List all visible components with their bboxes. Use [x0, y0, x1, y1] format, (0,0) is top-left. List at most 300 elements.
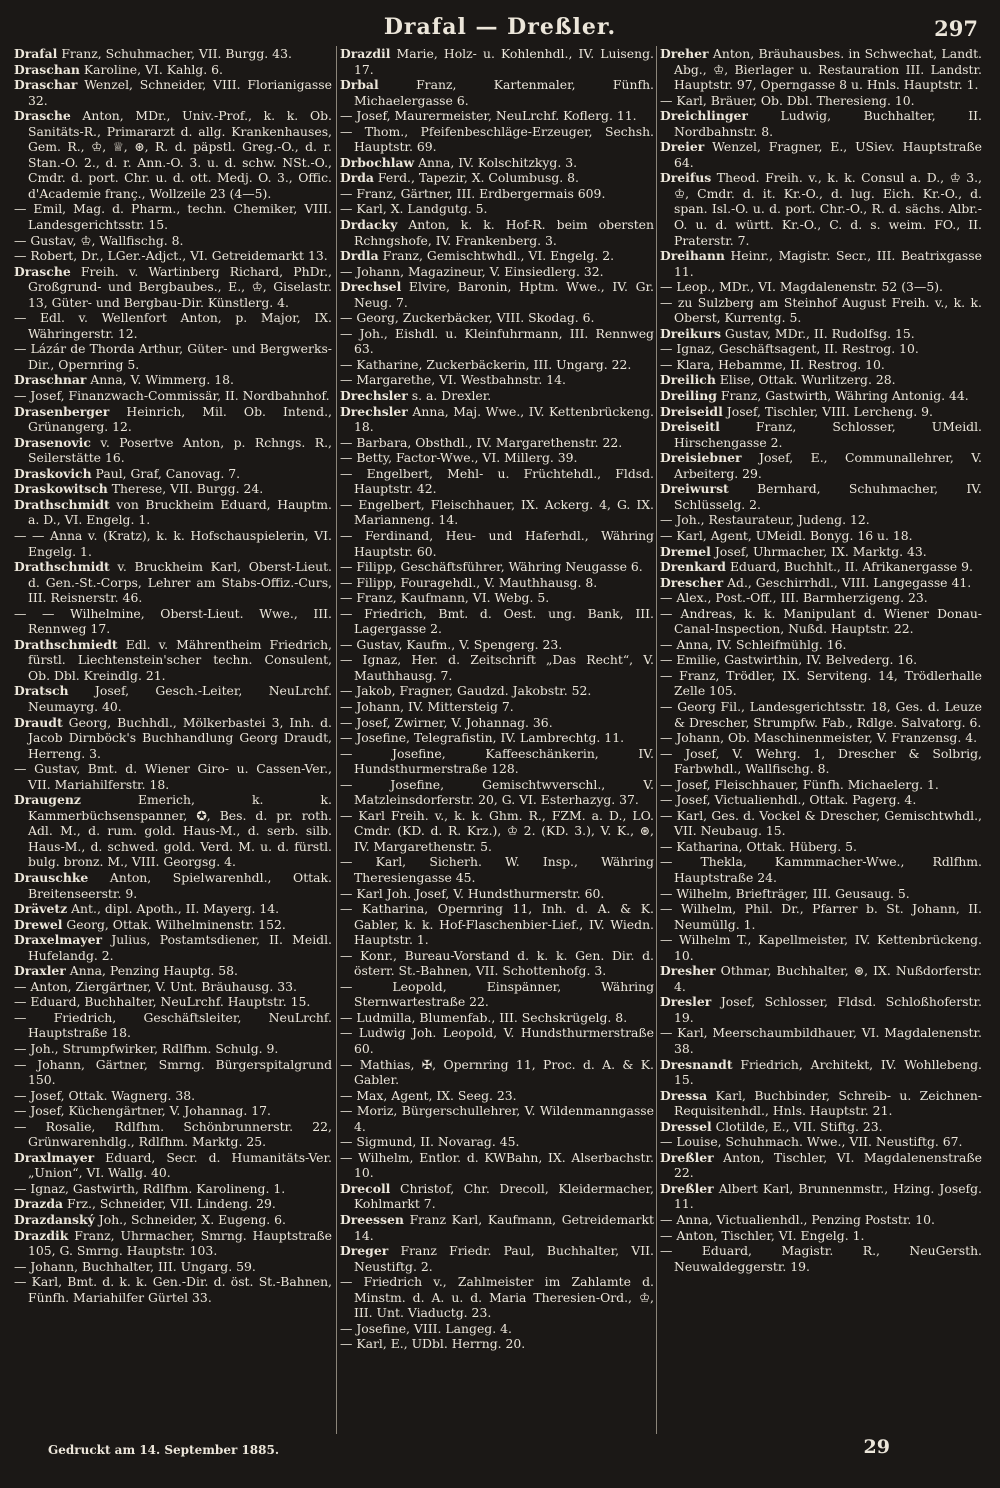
entry-details: — Robert, Dr., LGer.-Adjct., VI. Getreidemarkt 13. — [14, 248, 328, 264]
directory-entry — [14, 1103, 332, 1119]
entry-details: — Moriz, Bürgerschullehrer, V. Wildenmanngasse 4. — [340, 1103, 654, 1134]
entry-details: Clotilde, E., VII. Stiftg. 23. — [715, 1118, 883, 1134]
directory-entry — [340, 901, 654, 948]
column-left — [14, 46, 332, 1436]
entry-details: — Ludwig Joh. Leopold, V. Hundsthurmerstraße 60. — [340, 1025, 654, 1056]
directory-entry — [340, 404, 654, 435]
entry-details: — Johann, Gärtner, Smrng. Bürgerspitalgrund 150. — [14, 1056, 332, 1088]
entry-details: Franz, Schlosser, UMeidl. Hirschengasse 2. — [674, 419, 982, 450]
entry-surname: Dratsch — [14, 683, 69, 699]
directory-entry — [14, 917, 332, 933]
entry-details: — Leop., MDr., VI. Magdalenenstr. 52 (3—5). — [660, 279, 943, 295]
entry-surname: Dresher — [660, 963, 716, 979]
entry-surname: Dremel — [660, 543, 711, 559]
entry-details: — Klara, Hebamme, II. Restrog. 10. — [660, 356, 885, 372]
entry-details: Wenzel, Fragner, E., USiev. Hauptstraße 64. — [674, 139, 982, 170]
directory-entry — [660, 637, 982, 653]
entry-details: — Josef, Ottak. Wagnerg. 38. — [14, 1087, 196, 1103]
entry-details: — Friedrich v., Zahlmeister im Zahlamte d. Minstm. d. A. u. d. Maria Theresien-Ord., ♔, III. Unt. Viaductg. 23. — [340, 1274, 654, 1321]
directory-entry — [340, 357, 654, 373]
directory-entry — [340, 155, 654, 171]
entry-surname: Dreessen — [340, 1212, 404, 1228]
entry-details: — Anton, Tischler, VI. Engelg. 1. — [660, 1227, 865, 1243]
directory-entry — [660, 901, 982, 932]
directory-entry — [340, 248, 654, 264]
entry-details: — Karl Freih. v., k. k. Ghm. R., FZM. a. D., LO. Cmdr. (KD. d. R. Krz.), ♔ 2. (KD. 3.), V. K., ⊛, IV. Margarethenstr. 5. — [340, 807, 654, 854]
entry-surname: Dreisiebner — [660, 450, 742, 466]
entry-surname: Draxelmayer — [14, 932, 103, 948]
entry-surname: Drauschke — [14, 869, 89, 885]
entry-surname: Drechsler — [340, 388, 408, 404]
entry-details: Therese, VII. Burgg. 24. — [111, 481, 264, 497]
entry-details: Ant., dipl. Apoth., II. Mayerg. 14. — [71, 901, 280, 917]
directory-entry — [660, 730, 982, 746]
directory-entry — [340, 652, 654, 683]
entry-details: Anna, Maj. Wwe., IV. Kettenbrückeng. 18. — [354, 403, 654, 435]
entry-details: — Eduard, Buchhalter, NeuLrchf. Hauptstr. 15. — [14, 994, 311, 1010]
entry-surname: Dreifus — [660, 170, 712, 186]
entry-surname: Drasenberger — [14, 403, 110, 419]
directory-entry — [660, 108, 982, 139]
directory-entry — [660, 404, 982, 420]
entry-surname: Drathschmiedt — [14, 636, 118, 652]
entry-details: — Louise, Schuhmach. Wwe., VII. Neustiftg. 67. — [660, 1134, 963, 1150]
entry-surname: Drecoll — [340, 1180, 391, 1196]
directory-entry — [340, 575, 654, 591]
entry-details: — Johann, Ob. Maschinenmeister, V. Franzensg. 4. — [660, 730, 978, 746]
entry-details: — Edl. v. Wellenfort Anton, p. Major, IX. Währingerstr. 12. — [14, 310, 332, 341]
entry-details: — Karl, Meerschaumbildhauer, VI. Magdalenenstr. 38. — [660, 1025, 982, 1056]
directory-entry — [340, 948, 654, 979]
entry-details: Edl. v. Mährentheim Friedrich, fürstl. Liechtenstein'scher techn. Consulent, Ob. Dbl. Kreindlg. 21. — [28, 636, 332, 683]
directory-entry — [14, 310, 332, 341]
directory-entry — [340, 606, 654, 637]
entry-details: — Emil, Mag. d. Pharm., techn. Chemiker, VIII. Landesgerichtsstr. 15. — [14, 201, 332, 233]
directory-entry — [340, 886, 654, 902]
directory-entry — [660, 357, 982, 373]
entry-surname: Drävetz — [14, 901, 68, 917]
directory-entry — [660, 606, 982, 637]
entry-details: Ferd., Tapezir, X. Columbusg. 8. — [377, 170, 579, 186]
entry-details: Gustav, MDr., II. Rudolfsg. 15. — [724, 325, 915, 341]
entry-details: — Josef, Victualienhdl., Ottak. Pagerg. 4. — [660, 792, 917, 808]
entry-surname: Dreiseitl — [660, 419, 720, 435]
entry-details: — Gustav, Bmt. d. Wiener Giro- u. Cassen-Ver., VII. Mariahilferstr. 18. — [14, 761, 332, 792]
directory-entry — [660, 792, 982, 808]
entry-surname: Drathschmidt — [14, 559, 110, 575]
entry-details: — Engelbert, Fleischhauer, IX. Ackerg. 4, G. IX. Marianneng. 14. — [340, 496, 654, 528]
directory-entry — [660, 854, 982, 885]
directory-entry — [660, 963, 982, 994]
directory-entry — [660, 93, 982, 109]
entry-details: — Gustav, ♔, Wallfischg. 8. — [14, 232, 184, 248]
entry-details: Franz, Gemischtwhdl., VI. Engelg. 2. — [382, 248, 615, 264]
entry-surname: Drbochlaw — [340, 154, 415, 170]
entry-details: Anna, IV. Kolschitzkyg. 3. — [418, 154, 578, 170]
entry-details: — Rosalie, Rdlfhm. Schönbrunnerstr. 22, Grünwarenhdlg., Rdlfhm. Marktg. 25. — [14, 1118, 332, 1150]
entry-details: Anton, MDr., Univ.-Prof., k. k. Ob. Sanitäts-R., Primararzt d. allg. Krankenhauses, Gem. R., ♔, ♕, ⊛, R. d. päpstl. Greg.-O., d. r. Stan.-O. 2., d. r. Ann.-O. 3. u. d. schw. NSt.-O., Cmdr. d. port. Chr. u. d. ott. Medj. O. 3., Offic. d'Academie franç., Wollzeile 23 (4—5). — [28, 108, 332, 201]
directory-entry — [340, 201, 654, 217]
directory-entry — [14, 792, 332, 870]
entry-surname: Dreßler — [660, 1149, 714, 1165]
entry-details: — Katharine, Zuckerbäckerin, III. Ungarg. 22. — [340, 356, 632, 372]
entry-details: — Josefine, Gemischtwverschl., V. Matzleinsdorferstr. 20, G. VI. Esterhazyg. 37. — [340, 776, 654, 808]
entry-details: — Ignaz, Gastwirth, Rdlfhm. Karolineng. 1. — [14, 1180, 286, 1196]
directory-entry — [660, 295, 982, 326]
directory-entry — [660, 139, 982, 170]
directory-entry — [14, 715, 332, 762]
directory-entry — [660, 1057, 982, 1088]
entry-details: Ad., Geschirrhdl., VIII. Langegasse 41. — [727, 574, 972, 590]
entry-surname: Drdacky — [340, 217, 398, 233]
entry-surname: Draxlmayer — [14, 1149, 95, 1165]
directory-entry — [660, 419, 982, 450]
entry-details: Ludwig, Buchhalter, II. Nordbahnstr. 8. — [674, 108, 982, 139]
directory-entry — [14, 932, 332, 963]
entry-details: Anton, k. k. Hof-R. beim obersten Rchngshofe, IV. Frankenberg. 3. — [354, 217, 654, 248]
entry-details: Franz, Kartenmaler, Fünfh. Michaelergasse 6. — [354, 77, 654, 108]
entry-details: — Georg, Zuckerbäcker, VIII. Skodag. 6. — [340, 310, 595, 326]
entry-surname: Dreikurs — [660, 325, 721, 341]
directory-entry — [14, 1228, 332, 1259]
directory-entry — [340, 124, 654, 155]
directory-entry — [660, 575, 982, 591]
entry-details: — Wilhelm, Entlor. d. KWBahn, IX. Alserbachstr. 10. — [340, 1149, 654, 1181]
directory-entry — [14, 1119, 332, 1150]
directory-entry — [660, 1212, 982, 1228]
entry-details: — Karl, Ges. d. Vockel & Drescher, Gemischtwhdl., VII. Neubaug. 15. — [660, 807, 982, 839]
directory-entry — [660, 1181, 982, 1212]
entry-surname: Drazda — [14, 1196, 64, 1212]
directory-entry — [14, 201, 332, 232]
directory-entry — [340, 699, 654, 715]
entry-details: — Ferdinand, Heu- und Haferhdl., Währing Hauptstr. 60. — [340, 527, 654, 559]
directory-entry — [340, 1088, 654, 1104]
entry-details: — Joh., Restaurateur, Judeng. 12. — [660, 512, 870, 528]
directory-entry — [14, 761, 332, 792]
entry-surname: Draschnar — [14, 372, 87, 388]
entry-surname: Drafal — [14, 46, 58, 61]
entry-details: Theod. Freih. v., k. k. Consul a. D., ♔ 3., ♔, Cmdr. d. it. Kr.-O., d. lug. Eich. Kr.-O., d. span. Isl.-O. u. d. port. Chr.-O., R. d. sächs. Albr.-O. u. d. württ. Kr.-O., C. d. s. weim. FO., II. Praterstr. 7. — [674, 170, 982, 248]
entry-details: s. a. Drexler. — [411, 388, 492, 404]
entry-surname: Drathschmidt — [14, 496, 110, 512]
directory-entry — [340, 1057, 654, 1088]
entry-details: — Josefine, Kaffeeschänkerin, IV. Hundsthurmerstraße 128. — [340, 745, 654, 777]
sheet-signature: 29 — [863, 1436, 890, 1458]
entry-details: — Karl, X. Landgutg. 5. — [340, 201, 488, 217]
entry-surname: Dreiwurst — [660, 481, 729, 497]
entry-surname: Draxler — [14, 963, 66, 979]
directory-entry — [340, 264, 654, 280]
entry-details: — Friedrich, Bmt. d. Oest. ung. Bank, III. Lagergasse 2. — [340, 605, 654, 637]
directory-entry — [340, 1212, 654, 1243]
entry-details: Othmar, Buchhalter, ⊛, IX. Nußdorferstr. 4. — [674, 963, 982, 994]
directory-entry — [660, 528, 982, 544]
directory-entry — [660, 372, 982, 388]
entry-details: Emerich, k. k. Kammerbüchsenspanner, ✪, Bes. d. pr. roth. Adl. M., d. rum. gold. Haus-M., d. serb. silb. Haus-M., d. schwed. gold. Verd. M. u. d. fürstl. bulg. bronz. M., VIII. Georgsg. 4. — [28, 792, 332, 870]
entry-surname: Drbal — [340, 77, 379, 93]
directory-entry — [660, 1228, 982, 1244]
directory-entry — [340, 326, 654, 357]
entry-details: — Karl, Bmt. d. k. k. Gen.-Dir. d. öst. St.-Bahnen, Fünfh. Mariahilfer Gürtel 33. — [14, 1274, 332, 1305]
entry-details: Anton, Bräuhausbes. in Schwechat, Landt. Abg., ♔, Bierlager u. Restauration III. Landstr. Hauptstr. 97, Operngasse 8 u. Hnls. Hauptstr. 1. — [674, 46, 982, 93]
entry-surname: Drdla — [340, 248, 379, 264]
directory-entry — [660, 326, 982, 342]
directory-entry — [14, 62, 332, 78]
entry-details: Friedrich, Architekt, IV. Wohllebeng. 15. — [674, 1056, 982, 1088]
entry-surname: Drazdil — [340, 46, 391, 61]
directory-entry — [660, 652, 982, 668]
entry-details: Eduard, Buchhlt., II. Afrikanergasse 9. — [729, 559, 973, 575]
directory-entry — [14, 1259, 332, 1275]
directory-entry — [340, 186, 654, 202]
entry-surname: Drenkard — [660, 559, 726, 575]
entry-details: — Karl, Bräuer, Ob. Dbl. Theresieng. 10. — [660, 92, 915, 108]
entry-details: Bernhard, Schuhmacher, IV. Schlüsselg. 2. — [674, 481, 982, 512]
directory-entry — [14, 1212, 332, 1228]
entry-details: Elise, Ottak. Wurlitzerg. 28. — [719, 372, 896, 388]
entry-surname: Dresnandt — [660, 1056, 733, 1072]
directory-entry — [340, 77, 654, 108]
entry-details: — Katharina, Ottak. Hüberg. 5. — [660, 838, 857, 854]
directory-entry — [14, 637, 332, 684]
entry-surname: Drasche — [14, 108, 71, 124]
entry-details: — Thekla, Kammmacher-Wwe., Rdlfhm. Hauptstraße 24. — [660, 854, 982, 885]
entry-details: Elvire, Baronin, Hptm. Wwe., IV. Gr. Neug. 7. — [354, 279, 654, 310]
entry-details: — Lázár de Thorda Arthur, Güter- und Bergwerks-Dir., Opernring 5. — [14, 341, 332, 372]
directory-entry — [14, 683, 332, 714]
entry-details: Wenzel, Schneider, VIII. Florianigasse 32. — [28, 77, 332, 108]
entry-details: — Wilhelm T., Kapellmeister, IV. Kettenbrückeng. 10. — [660, 932, 982, 963]
directory-entry — [660, 994, 982, 1025]
entry-details: Paul, Graf, Canovag. 7. — [95, 465, 241, 481]
entry-surname: Draskowitsch — [14, 481, 108, 497]
entry-surname: Dreihann — [660, 248, 725, 264]
entry-details: — Sigmund, II. Novarag. 45. — [340, 1134, 520, 1150]
column-middle — [340, 46, 654, 1436]
entry-surname: Dreilich — [660, 372, 716, 388]
entry-surname: Draudt — [14, 714, 63, 730]
entry-details: — Georg Fil., Landesgerichtsstr. 18, Ges. d. Leuze & Drescher, Strumpfw. Fab., Rdlge. Salvatorg. 6. — [660, 698, 982, 730]
directory-entry — [340, 1103, 654, 1134]
directory-entry — [14, 466, 332, 482]
directory-entry — [660, 590, 982, 606]
directory-entry — [340, 1010, 654, 1026]
directory-entry — [340, 279, 654, 310]
entry-details: Josef, Schlosser, Fldsd. Schloßhoferstr. 19. — [674, 994, 982, 1025]
directory-entry — [340, 559, 654, 575]
directory-entry — [660, 668, 982, 699]
entry-surname: Drda — [340, 170, 374, 186]
entry-details: Franz Karl, Kaufmann, Getreidemarkt 14. — [354, 1212, 654, 1243]
entry-details: — Franz, Trödler, IX. Serviteng. 14, Trödlerhalle Zelle 105. — [660, 667, 982, 699]
directory-entry — [660, 886, 982, 902]
entry-details: — Katharina, Opernring 11, Inh. d. A. & K. Gabler, k. k. Hof-Flaschenbier-Lief., IV. Wiedn. Hauptstr. 1. — [340, 901, 654, 948]
directory-entry — [340, 217, 654, 248]
directory-entry — [340, 1025, 654, 1056]
entry-surname: Dresler — [660, 994, 712, 1010]
entry-surname: Draugenz — [14, 792, 81, 808]
entry-surname: Dreiling — [660, 388, 717, 404]
page-number: 297 — [934, 16, 978, 41]
entry-details: — — Anna v. (Kratz), k. k. Hofschauspielerin, VI. Engelg. 1. — [14, 527, 332, 559]
entry-details: — Karl, E., UDbl. Herrng. 20. — [340, 1336, 526, 1352]
entry-details: — Jakob, Fragner, Gaudzd. Jakobstr. 52. — [340, 683, 592, 699]
directory-entry — [14, 1041, 332, 1057]
entry-surname: Dreger — [340, 1243, 389, 1259]
directory-entry — [340, 170, 654, 186]
directory-entry — [340, 1243, 654, 1274]
directory-entry — [660, 388, 982, 404]
entry-details: — Joh., Strumpfwirker, Rdlfhm. Schulg. 9. — [14, 1041, 279, 1056]
directory-entry — [14, 870, 332, 901]
entry-details: — Ignaz, Geschäftsagent, II. Restrog. 10. — [660, 341, 919, 357]
entry-details: — Margarethe, VI. Westbahnstr. 14. — [340, 372, 566, 388]
entry-details: Frz., Schneider, VII. Lindeng. 29. — [66, 1196, 276, 1212]
directory-entry — [340, 528, 654, 559]
directory-entry — [340, 979, 654, 1010]
entry-details: Joh., Schneider, X. Eugeng. 6. — [98, 1212, 286, 1228]
directory-entry — [340, 808, 654, 855]
entry-details: — Josef, Finanzwach-Commissär, II. Nordbahnhof. — [14, 388, 330, 404]
entry-details: Georg, Buchhdl., Mölkerbastei 3, Inh. d. Jacob Dirnböck's Buchhandlung Georg Draudt, Herreng. 3. — [28, 714, 332, 761]
entry-surname: Dreßler — [660, 1180, 714, 1196]
directory-entry — [14, 1181, 332, 1197]
entry-surname: Drechsler — [340, 403, 408, 419]
entry-details: Josef, Gesch.-Leiter, NeuLrchf. Neumayrg. 40. — [28, 683, 332, 714]
entry-details: Franz Friedr. Paul, Buchhalter, VII. Neustiftg. 2. — [354, 1243, 654, 1274]
entry-surname: Drescher — [660, 574, 724, 590]
entry-details: — Wilhelm, Phil. Dr., Pfarrer b. St. Johann, II. Neumüllg. 1. — [660, 901, 982, 932]
directory-entry — [660, 341, 982, 357]
directory-entry — [14, 435, 332, 466]
directory-entry — [14, 1010, 332, 1041]
directory-entry — [340, 1181, 654, 1212]
directory-entry — [340, 450, 654, 466]
entry-details: — Eduard, Magistr. R., NeuGersth. Neuwaldeggerstr. 19. — [660, 1243, 982, 1274]
entry-details: Albert Karl, Brunnenmstr., Hzing. Josefg. 11. — [674, 1180, 982, 1212]
directory-entry — [14, 1150, 332, 1181]
entry-details: Franz, Uhrmacher, Smrng. Hauptstraße 105, G. Smrng. Hauptstr. 103. — [28, 1227, 332, 1259]
entry-details: — Gustav, Kaufm., V. Spengerg. 23. — [340, 636, 563, 652]
entry-details: — Johann, IV. Mittersteig 7. — [340, 698, 514, 714]
entry-details: Julius, Postamtsdiener, II. Meidl. Hufelandg. 2. — [28, 932, 332, 963]
entry-details: — Joh., Eishdl. u. Kleinfuhrmann, III. Rennweg 63. — [340, 325, 654, 357]
entry-details: Christof, Chr. Drecoll, Kleidermacher, Kohlmarkt 7. — [354, 1180, 654, 1212]
directory-entry — [660, 1025, 982, 1056]
entry-details: — Josef, Maurermeister, NeuLrchf. Koflerg. 11. — [340, 108, 637, 124]
entry-details: v. Posertve Anton, p. Rchngs. R., Seilerstätte 16. — [28, 434, 332, 466]
directory-entry — [340, 683, 654, 699]
entry-details: Karoline, VI. Kahlg. 6. — [83, 61, 223, 77]
entry-details: Josef, E., Communallehrer, V. Arbeiterg. 29. — [674, 450, 982, 481]
entry-details: Anton, Tischler, VI. Magdalenenstraße 22. — [674, 1149, 982, 1181]
entry-details: — Ludmilla, Blumenfab., III. Sechskrügelg. 8. — [340, 1009, 628, 1025]
directory-entry — [14, 481, 332, 497]
entry-details: Marie, Holz- u. Kohlenhdl., IV. Luiseng. 17. — [354, 46, 654, 77]
directory-entry — [14, 341, 332, 372]
entry-details: v. Bruckheim Karl, Oberst-Lieut. d. Gen.-St.-Corps, Lehrer am Stabs-Offiz.-Curs, III. Reisnerstr. 46. — [28, 559, 332, 606]
directory-entry — [340, 466, 654, 497]
column-rule-right — [656, 46, 657, 1434]
directory-entry — [340, 590, 654, 606]
directory-entry — [660, 1150, 982, 1181]
entry-surname: Drewel — [14, 916, 63, 932]
entry-details: — Josefine, Telegrafistin, IV. Lambrechtg. 11. — [340, 730, 625, 746]
directory-entry — [660, 932, 982, 963]
directory-entry — [660, 1088, 982, 1119]
entry-details: — Johann, Buchhalter, III. Ungarg. 59. — [14, 1258, 256, 1274]
directory-entry — [14, 606, 332, 637]
directory-entry — [660, 450, 982, 481]
entry-details: — Karl Joh. Josef, V. Hundsthurmerstr. 60. — [340, 885, 605, 901]
entry-details: Josef, Tischler, VIII. Lercheng. 9. — [726, 403, 934, 419]
column-right — [660, 46, 982, 1436]
entry-details: — Karl, Sicherh. W. Insp., Währing Theresiengasse 45. — [340, 854, 654, 885]
directory-entry — [14, 1057, 332, 1088]
entry-details: — Emilie, Gastwirthin, IV. Belvederg. 16. — [660, 652, 918, 668]
directory-entry — [14, 1196, 332, 1212]
entry-surname: Draschan — [14, 61, 80, 77]
entry-details: Franz, Schuhmacher, VII. Burgg. 43. — [61, 46, 292, 61]
directory-entry — [14, 1088, 332, 1104]
directory-entry — [340, 1321, 654, 1337]
entry-surname: Dreher — [660, 46, 709, 61]
entry-details: Franz, Gastwirth, Währing Antonig. 44. — [720, 388, 969, 404]
entry-details: Heinrich, Mil. Ob. Intend., Grünangerg. 12. — [28, 403, 332, 435]
entry-details: — Alex., Post.-Off., III. Barmherzigeng. 23. — [660, 590, 928, 606]
entry-details: — Anna, Victualienhdl., Penzing Poststr. 10. — [660, 1212, 935, 1228]
running-title: Drafal — Dreßler. — [383, 14, 617, 40]
directory-entry — [660, 248, 982, 279]
entry-details: Eduard, Secr. d. Humanitäts-Ver. „Union“, VI. Wallg. 40. — [28, 1149, 332, 1181]
entry-surname: Draschar — [14, 77, 78, 93]
directory-entry — [660, 746, 982, 777]
directory-entry — [660, 279, 982, 295]
directory-entry — [660, 46, 982, 93]
directory-entry — [14, 233, 332, 249]
entry-surname: Dreichlinger — [660, 108, 748, 124]
entry-details: — Franz, Kaufmann, VI. Webg. 5. — [340, 590, 550, 606]
entry-details: Anton, Spielwarenhdl., Ottak. Breitenseerstr. 9. — [28, 869, 332, 901]
entry-details: Georg, Ottak. Wilhelminenstr. 152. — [66, 916, 286, 932]
directory-entry — [14, 979, 332, 995]
directory-entry — [660, 544, 982, 560]
directory-entry — [660, 1119, 982, 1135]
directory-entry — [14, 404, 332, 435]
entry-details: — Friedrich, Geschäftsleiter, NeuLrchf. Hauptstraße 18. — [14, 1009, 332, 1041]
entry-details: — Johann, Magazineur, V. Einsiedlerg. 32. — [340, 263, 604, 279]
entry-details: — Anton, Ziergärtner, V. Unt. Bräuhausg. 33. — [14, 978, 297, 994]
entry-details: — Konr., Bureau-Vorstand d. k. k. Gen. Dir. d. österr. St.-Bahnen, VII. Schottenhofg. 3. — [340, 947, 654, 979]
entry-details: — — Wilhelmine, Oberst-Lieut. Wwe., III. Rennweg 17. — [14, 605, 332, 637]
entry-details: — Ignaz, Her. d. Zeitschrift „Das Recht“, V. Mauthhausg. 7. — [340, 652, 654, 683]
column-rule-left — [336, 46, 337, 1434]
entry-details: — Thom., Pfeifenbeschläge-Erzeuger, Sechsh. Hauptstr. 69. — [340, 123, 654, 155]
entry-details: — Karl, Agent, UMeidl. Bonyg. 16 u. 18. — [660, 527, 913, 543]
directory-entry — [14, 46, 332, 62]
entry-details: — Josef, Zwirner, V. Johannag. 36. — [340, 714, 553, 730]
entry-surname: Drechsel — [340, 279, 402, 295]
directory-entry — [14, 994, 332, 1010]
entry-details: — Josef, Küchengärtner, V. Johannag. 17. — [14, 1103, 271, 1119]
entry-details: — Josef, Fleischhauer, Fünfh. Michaelerg. 1. — [660, 776, 939, 792]
directory-entry — [660, 808, 982, 839]
directory-entry — [660, 1134, 982, 1150]
directory-entry — [660, 699, 982, 730]
directory-entry — [340, 730, 654, 746]
directory-entry — [660, 170, 982, 248]
